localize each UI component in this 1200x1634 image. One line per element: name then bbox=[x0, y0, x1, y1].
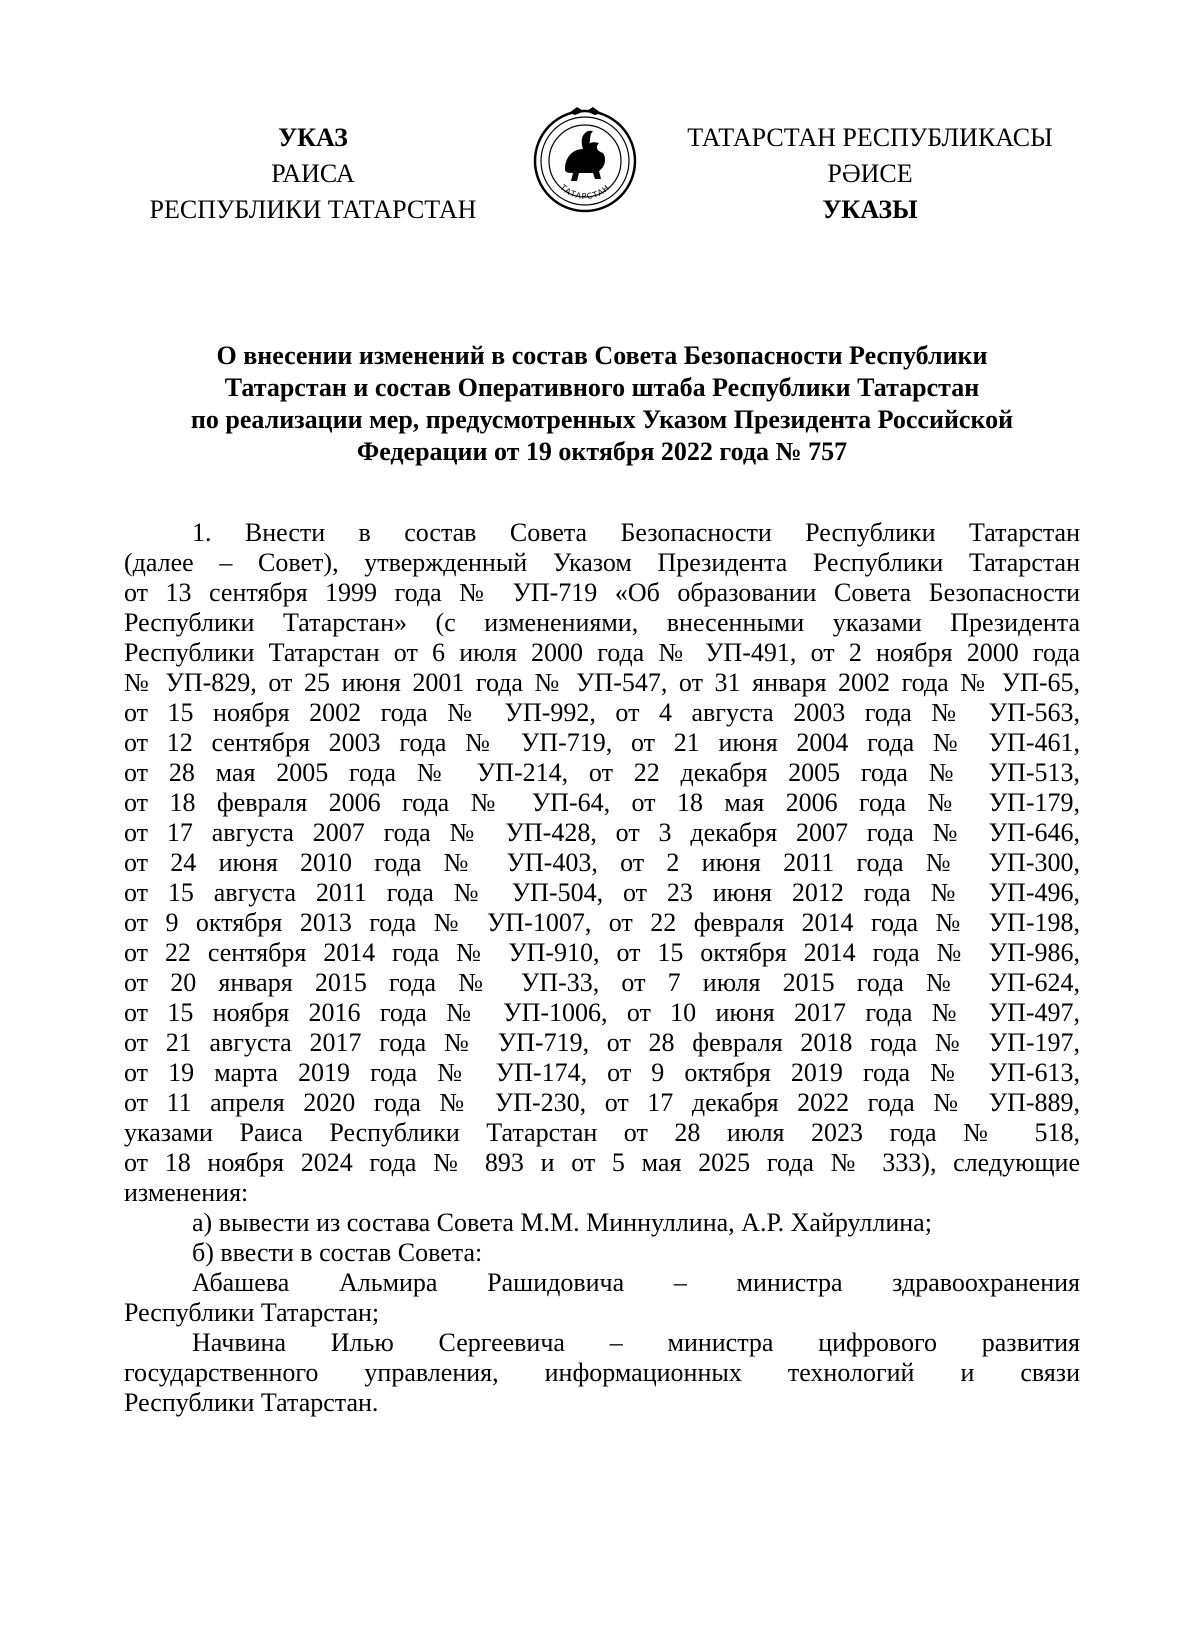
paragraph-line: от 18 февраля 2006 года № УП-64, от 18 мая 2006 года № УП-179, bbox=[124, 788, 1080, 817]
header-right-line-1: ТАТАРСТАН РЕСПУБЛИКАСЫ bbox=[687, 123, 1053, 152]
paragraph-line: от 22 сентября 2014 года № УП-910, от 15 октября 2014 года № УП-986, bbox=[124, 938, 1080, 967]
paragraph-line: от 9 октября 2013 года № УП-1007, от 22 февраля 2014 года № УП-198, bbox=[124, 908, 1080, 937]
paragraph-line: от 15 ноября 2002 года № УП-992, от 4 августа 2003 года № УП-563, bbox=[124, 698, 1080, 727]
paragraph-line: от 15 ноября 2016 года № УП-1006, от 10 июня 2017 года № УП-497, bbox=[124, 998, 1080, 1027]
title-line: по реализации мер, предусмотренных Указом Президента Российской bbox=[190, 405, 1014, 434]
title-line: Федерации от 19 октября 2022 года № 757 bbox=[356, 437, 848, 466]
title-line: О внесении изменений в состав Совета Безопасности Республики bbox=[216, 341, 988, 370]
title-line: Татарстан и состав Оперативного штаба Республики Татарстан bbox=[224, 373, 980, 402]
person-2-line: Республики Татарстан. bbox=[124, 1388, 379, 1417]
tatarstan-emblem-icon bbox=[529, 103, 641, 215]
svg-text:ТАТАРСТАН bbox=[558, 182, 612, 201]
paragraph-line: изменения: bbox=[124, 1178, 249, 1207]
paragraph-line: от 17 августа 2007 года № УП-428, от 3 декабря 2007 года № УП-646, bbox=[124, 818, 1080, 847]
header-left-line-1: УКАЗ bbox=[278, 123, 348, 152]
header-right-line-2: РӘИСЕ bbox=[827, 159, 913, 188]
paragraph-line: от 28 мая 2005 года № УП-214, от 22 декабря 2005 года № УП-513, bbox=[124, 758, 1080, 787]
header-left-line-2: РАИСА bbox=[271, 159, 355, 188]
paragraph-line: 1. Внести в состав Совета Безопасности Республики Татарстан bbox=[192, 518, 1080, 547]
paragraph-line: от 24 июня 2010 года № УП-403, от 2 июня 2011 года № УП-300, bbox=[124, 848, 1080, 877]
person-2-line: Начвина Илью Сергеевича – министра цифрового развития bbox=[192, 1328, 1080, 1357]
paragraph-line: от 19 марта 2019 года № УП-174, от 9 октября 2019 года № УП-613, bbox=[124, 1058, 1080, 1087]
item-a: а) вывести из состава Совета М.М. Миннуллина, А.Р. Хайруллина; bbox=[192, 1208, 932, 1237]
header-left-line-3: РЕСПУБЛИКИ ТАТАРСТАН bbox=[149, 195, 477, 224]
paragraph-line: Республики Татарстан» (с изменениями, внесенными указами Президента bbox=[124, 608, 1080, 637]
header-left-russian bbox=[108, 120, 518, 228]
paragraph-line: от 20 января 2015 года № УП-33, от 7 июля 2015 года № УП-624, bbox=[124, 968, 1080, 997]
paragraph-line: указами Раиса Республики Татарстан от 28 июля 2023 года № 518, bbox=[124, 1118, 1080, 1147]
person-2-line: государственного управления, информационных технологий и связи bbox=[124, 1358, 1080, 1387]
paragraph-line: от 11 апреля 2020 года № УП-230, от 17 декабря 2022 года № УП-889, bbox=[124, 1088, 1080, 1117]
paragraph-line: от 12 сентября 2003 года № УП-719, от 21 июня 2004 года № УП-461, bbox=[124, 728, 1080, 757]
paragraph-line: от 18 ноября 2024 года № 893 и от 5 мая 2025 года № 333), следующие bbox=[124, 1148, 1080, 1177]
decree-title bbox=[120, 340, 1084, 468]
paragraph-line: от 15 августа 2011 года № УП-504, от 23 июня 2012 года № УП-496, bbox=[124, 878, 1080, 907]
header-right-line-3: УКАЗЫ bbox=[822, 195, 918, 224]
paragraph-line: от 21 августа 2017 года № УП-719, от 28 февраля 2018 года № УП-197, bbox=[124, 1028, 1080, 1057]
paragraph-line: от 13 сентября 1999 года № УП-719 «Об образовании Совета Безопасности bbox=[124, 578, 1080, 607]
header-right-tatar bbox=[660, 120, 1080, 228]
paragraph-line: (далее – Совет), утвержденный Указом Президента Республики Татарстан bbox=[124, 548, 1080, 577]
person-1-line: Абашева Альмира Рашидовича – министра здравоохранения bbox=[192, 1268, 1080, 1297]
person-1-line: Республики Татарстан; bbox=[124, 1298, 380, 1327]
decree-body bbox=[124, 518, 1080, 1418]
paragraph-line: № УП-829, от 25 июня 2001 года № УП-547, от 31 января 2002 года № УП-65, bbox=[124, 668, 1080, 697]
paragraph-line: Республики Татарстан от 6 июля 2000 года № УП-491, от 2 ноября 2000 года bbox=[124, 638, 1080, 667]
emblem-text: ТАТАРСТАН bbox=[558, 182, 612, 202]
item-b: б) ввести в состав Совета: bbox=[192, 1238, 483, 1267]
